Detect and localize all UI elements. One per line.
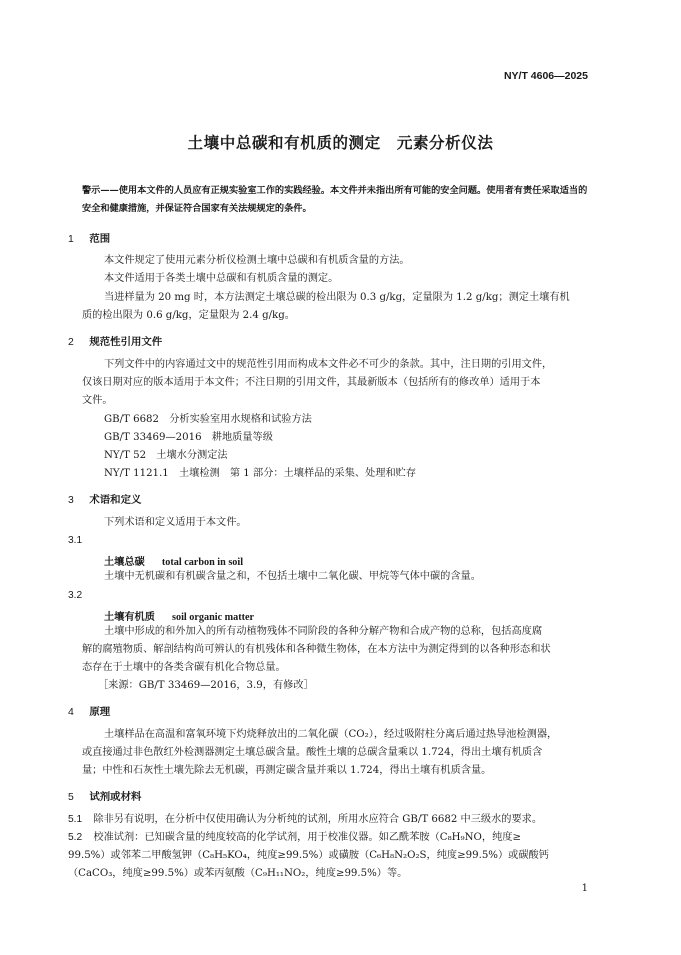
section-4-para-line-1: 土壤样品在高温和富氧环境下灼烧释放出的二氧化碳（CO₂），经过吸附柱分离后通过热导池检测器， bbox=[104, 729, 558, 740]
item-5-2-number: 5.2 bbox=[68, 832, 83, 843]
section-2-para-line-1: 下列文件中的内容通过文中的规范性引用而构成本文件必不可少的条款。其中，注日期的引用文件， bbox=[104, 359, 553, 370]
section-4-para-line-2: 或直接通过非色散红外检测器测定土壤总碳含量。酸性土壤的总碳含量乘以 1.724，得出土壤有机质含 bbox=[82, 747, 543, 758]
section-4-title: 原理 bbox=[89, 706, 111, 718]
section-2-para-line-2: 仅该日期对应的版本适用于本文件；不注日期的引用文件，其最新版本（包括所有的修改单）适用于本 bbox=[82, 377, 541, 388]
section-1-heading bbox=[68, 230, 110, 245]
document-title: 土壤中总碳和有机质的测定 元素分析仪法 bbox=[187, 134, 494, 152]
page-number: 1 bbox=[581, 883, 588, 894]
term-1-heading bbox=[104, 550, 243, 569]
term-2-en: soil organic matter bbox=[172, 612, 255, 623]
item-5-2-line-1 bbox=[68, 829, 521, 847]
section-2-heading bbox=[68, 333, 162, 348]
section-3-heading bbox=[68, 491, 141, 506]
section-4-heading bbox=[68, 703, 110, 718]
item-5-1-number: 5.1 bbox=[68, 814, 83, 825]
term-1-definition: 土壤中无机碳和有机碳含量之和，不包括土壤中二氧化碳、甲烷等气体中碳的含量。 bbox=[104, 571, 481, 582]
section-1-number: 1 bbox=[68, 234, 74, 245]
term-2-heading bbox=[104, 605, 254, 624]
term-1-en: total carbon in soil bbox=[161, 557, 244, 568]
term-2-zh: 土壤有机质 bbox=[104, 612, 155, 623]
item-5-2-line-3: （CaCO₃，纯度≥99.5%）或苯丙氨酸（C₉H₁₁NO₂，纯度≥99.5%）等。 bbox=[68, 868, 408, 879]
term-2-definition-line-2: 解的腐殖物质、解剖结构尚可辨认的有机残体和各种微生物体，在本方法中为测定得到的以各种形态和状 bbox=[82, 644, 551, 655]
warning-note: 警示——使用本文件的人员应有正规实验室工作的实践经验。本文件并未指出所有可能的安全问题。使用者有责任采取适当的安全和健康措施，并保证符合国家有关法规规定的条件。 bbox=[82, 185, 588, 214]
standard-number: NY/T 4606—2025 bbox=[503, 70, 588, 82]
section-3-intro: 下列术语和定义适用于本文件。 bbox=[104, 517, 247, 528]
section-2-title: 规范性引用文件 bbox=[89, 336, 163, 348]
section-4-para-line-3: 量；中性和石灰性土壤先除去无机碳，再测定碳含量并乘以 1.724，得出土壤有机质含量。 bbox=[82, 765, 492, 776]
section-1-para-3-line-2: 质的检出限为 0.6 g/kg，定量限为 2.4 g/kg。 bbox=[82, 310, 295, 321]
reference-item: GB/T 6682 分析实验室用水规格和试验方法 bbox=[104, 414, 312, 425]
section-1-title: 范围 bbox=[89, 233, 111, 245]
section-4-number: 4 bbox=[68, 707, 74, 718]
reference-item: GB/T 33469—2016 耕地质量等级 bbox=[104, 432, 273, 443]
reference-item: NY/T 52 土壤水分测定法 bbox=[104, 450, 228, 461]
term-2-number: 3.2 bbox=[68, 590, 83, 601]
item-5-2-line-2: 99.5%）或邻苯二甲酸氢钾（C₈H₅KO₄，纯度≥99.5%）或磺胺（C₆H₈N₂O₂S，纯度≥99.5%）或碳酸钙 bbox=[68, 850, 549, 861]
term-2-source: ［来源：GB/T 33469—2016，3.9，有修改］ bbox=[98, 680, 314, 691]
section-2-para-line-3: 文件。 bbox=[82, 395, 113, 406]
item-5-1 bbox=[68, 811, 542, 829]
section-3-number: 3 bbox=[68, 495, 74, 506]
section-5-number: 5 bbox=[68, 792, 74, 803]
section-1-para-3-line-1: 当进样量为 20 mg 时，本方法测定土壤总碳的检出限为 0.3 g/kg，定量限为 1.2 g/kg；测定土壤有机 bbox=[104, 292, 570, 303]
reference-item: NY/T 1121.1 土壤检测 第 1 部分：土壤样品的采集、处理和贮存 bbox=[104, 468, 417, 479]
term-2-definition-line-3: 态存在于土壤中的各类含碳有机化合物总量。 bbox=[82, 662, 286, 673]
term-2-definition-line-1: 土壤中形成的和外加入的所有动植物残体不同阶段的各种分解产物和合成产物的总称，包括高度腐 bbox=[104, 626, 543, 637]
section-5-title: 试剂或材料 bbox=[89, 791, 142, 803]
section-2-number: 2 bbox=[68, 337, 74, 348]
section-1-para-2: 本文件适用于各类土壤中总碳和有机质含量的测定。 bbox=[104, 273, 339, 284]
section-3-title: 术语和定义 bbox=[89, 494, 142, 506]
item-5-1-text: 除非另有说明，在分析中仅使用确认为分析纯的试剂，所用水应符合 GB/T 6682 中三级水的要求。 bbox=[93, 814, 543, 825]
term-1-zh: 土壤总碳 bbox=[104, 557, 145, 568]
term-1-number: 3.1 bbox=[68, 535, 83, 546]
section-1-para-1: 本文件规定了使用元素分析仪检测土壤中总碳和有机质含量的方法。 bbox=[104, 255, 410, 266]
item-5-2-text: 校准试剂：已知碳含量的纯度较高的化学试剂，用于校准仪器。如乙酰苯胺（C₈H₉NO，纯度≥ bbox=[93, 832, 522, 843]
section-5-heading bbox=[68, 788, 141, 803]
